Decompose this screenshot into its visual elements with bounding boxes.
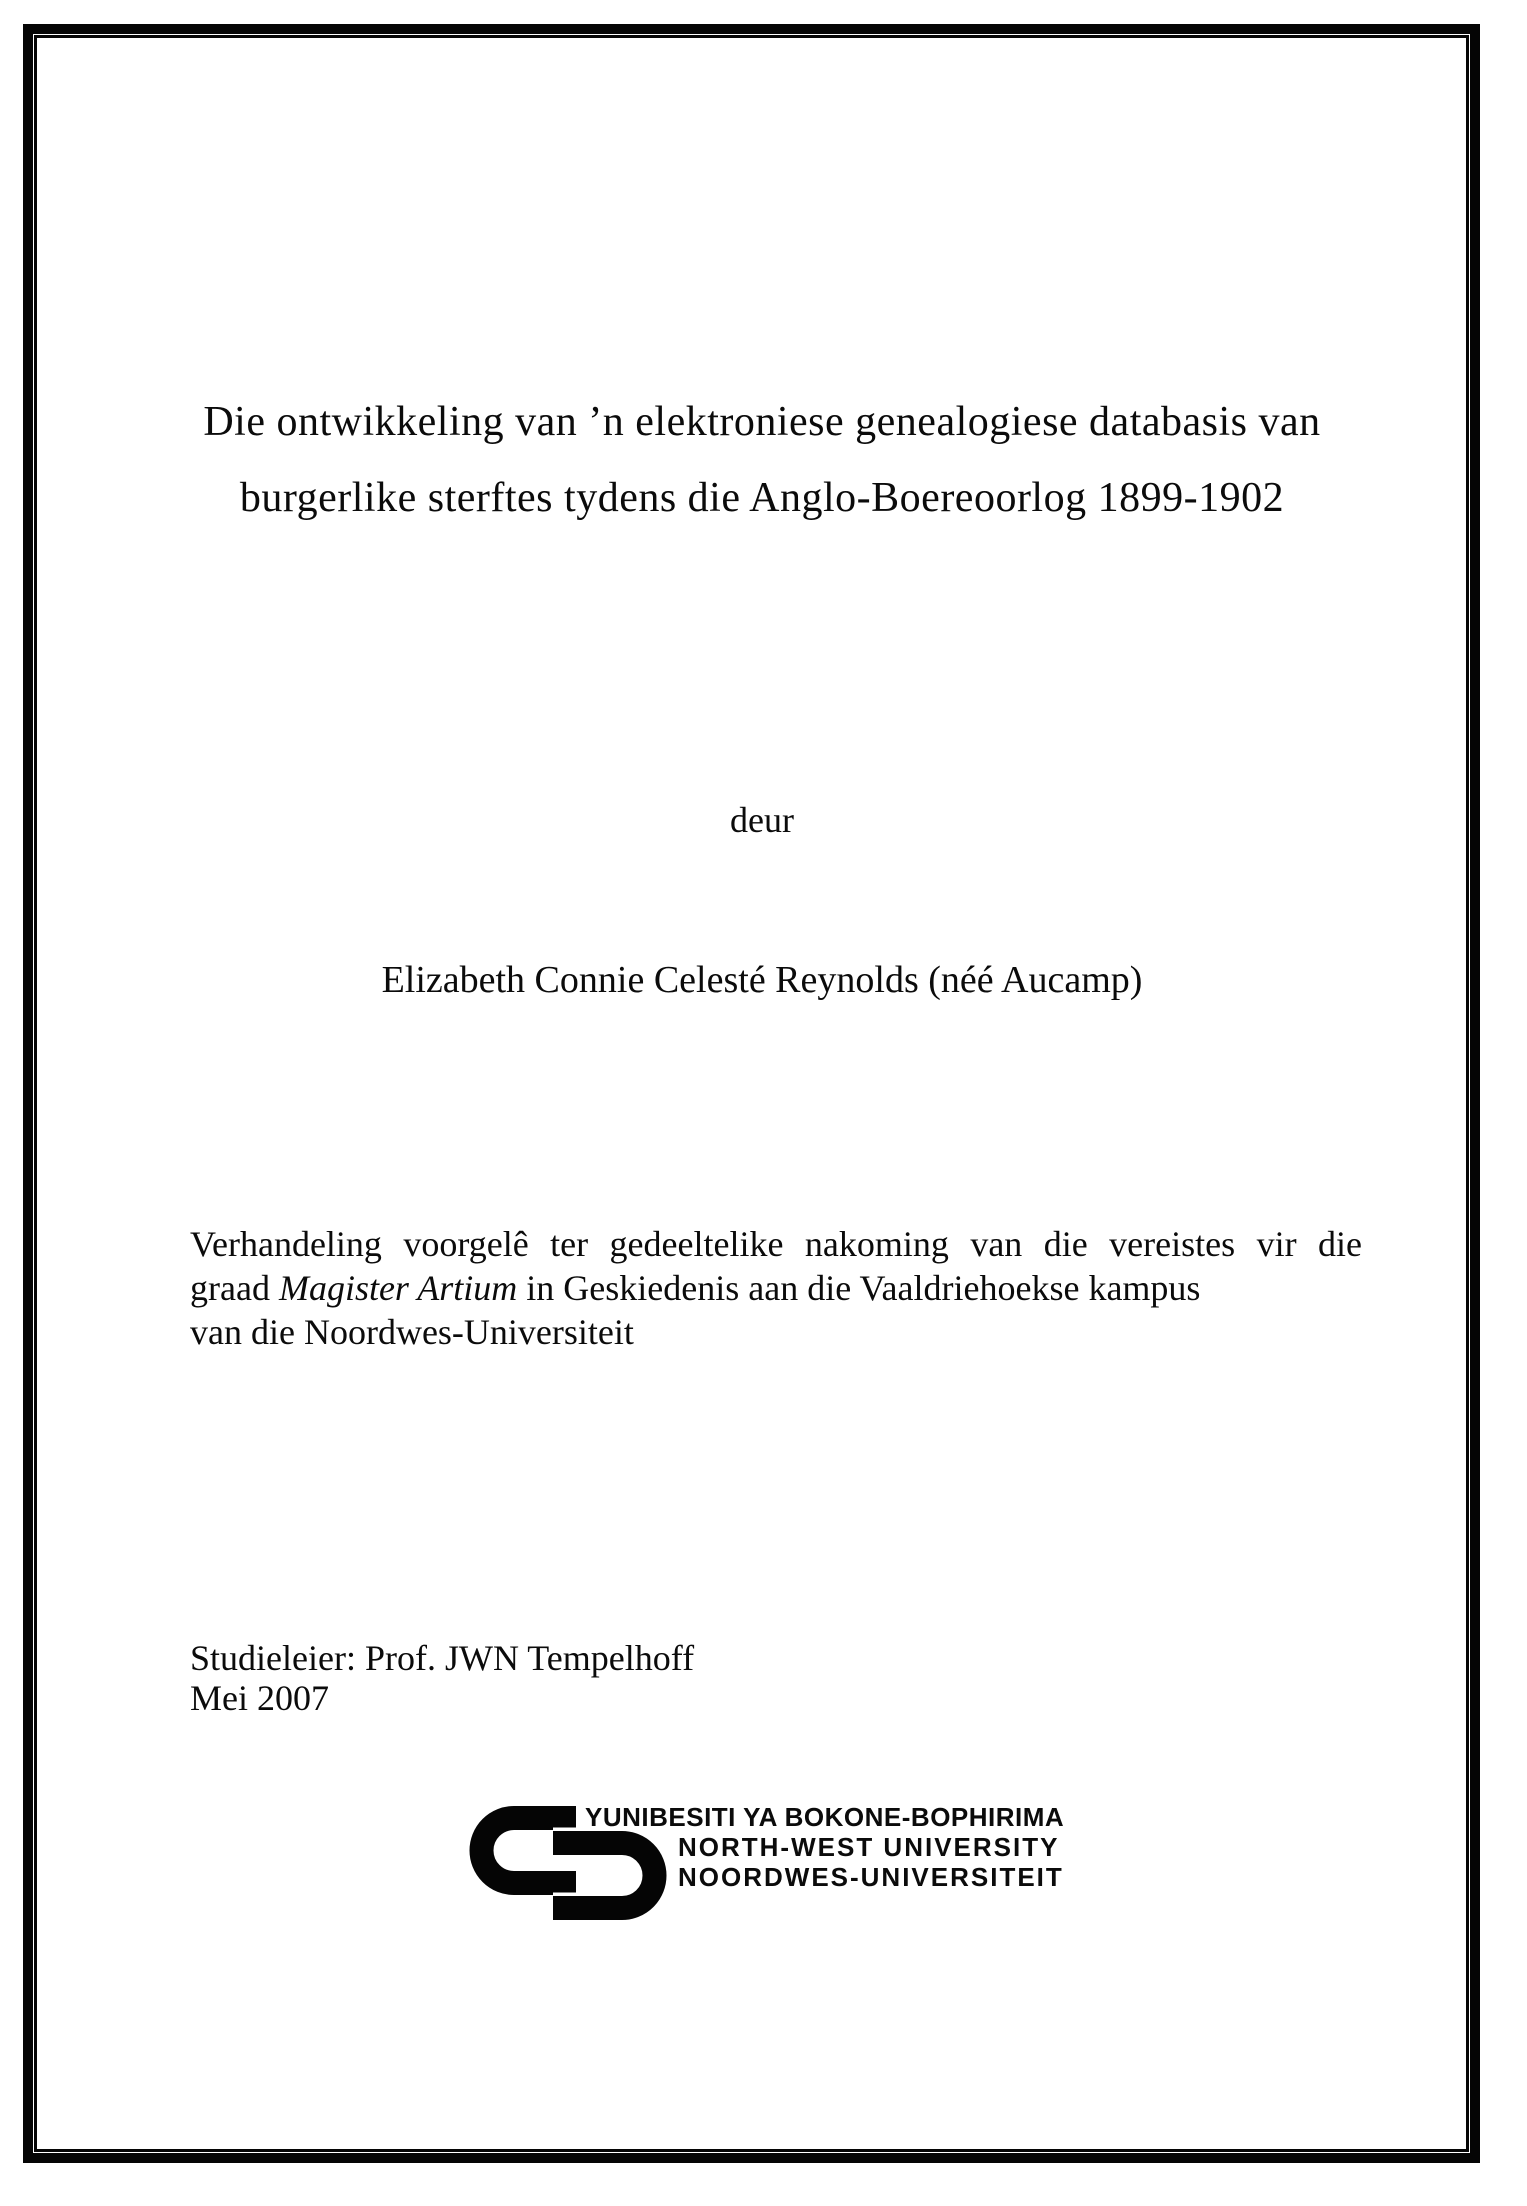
byline-label: deur	[730, 800, 794, 840]
author-name: Elizabeth Connie Celesté Reynolds (néé Aucamp)	[381, 959, 1143, 1001]
degree-statement-line2-pre: graad	[190, 1268, 279, 1308]
degree-statement-line2-post: in Geskiedenis aan die Vaaldriehoekse kampus	[517, 1268, 1201, 1308]
degree-statement	[190, 1222, 1362, 1354]
university-logo-text	[585, 1802, 1064, 1892]
thesis-title	[37, 384, 1487, 536]
degree-name-italic: Magister Artium	[278, 1268, 518, 1308]
degree-statement-line2	[190, 1266, 1362, 1310]
logo-text-line3: NOORDWES-UNIVERSITEIT	[678, 1862, 1064, 1892]
date-line: Mei 2007	[190, 1678, 329, 1718]
university-logo	[468, 1800, 1168, 1940]
degree-statement-line3: van die Noordwes-Universiteit	[190, 1312, 634, 1352]
logo-text-line2: NORTH-WEST UNIVERSITY	[678, 1832, 1060, 1862]
supervisor-block	[190, 1638, 1362, 1718]
logo-text-line1: YUNIBESITI YA BOKONE-BOPHIRIMA	[585, 1802, 1065, 1832]
thesis-title-line1: Die ontwikkeling van ’n elektroniese genealogiese databasis van	[203, 399, 1321, 445]
supervisor-line: Studieleier: Prof. JWN Tempelhoff	[190, 1638, 695, 1678]
thesis-title-line2: burgerlike sterftes tydens die Anglo-Boereoorlog 1899-1902	[239, 475, 1285, 521]
degree-statement-line1: Verhandeling voorgelê ter gedeeltelike nakoming van die vereistes vir die	[190, 1224, 1362, 1264]
